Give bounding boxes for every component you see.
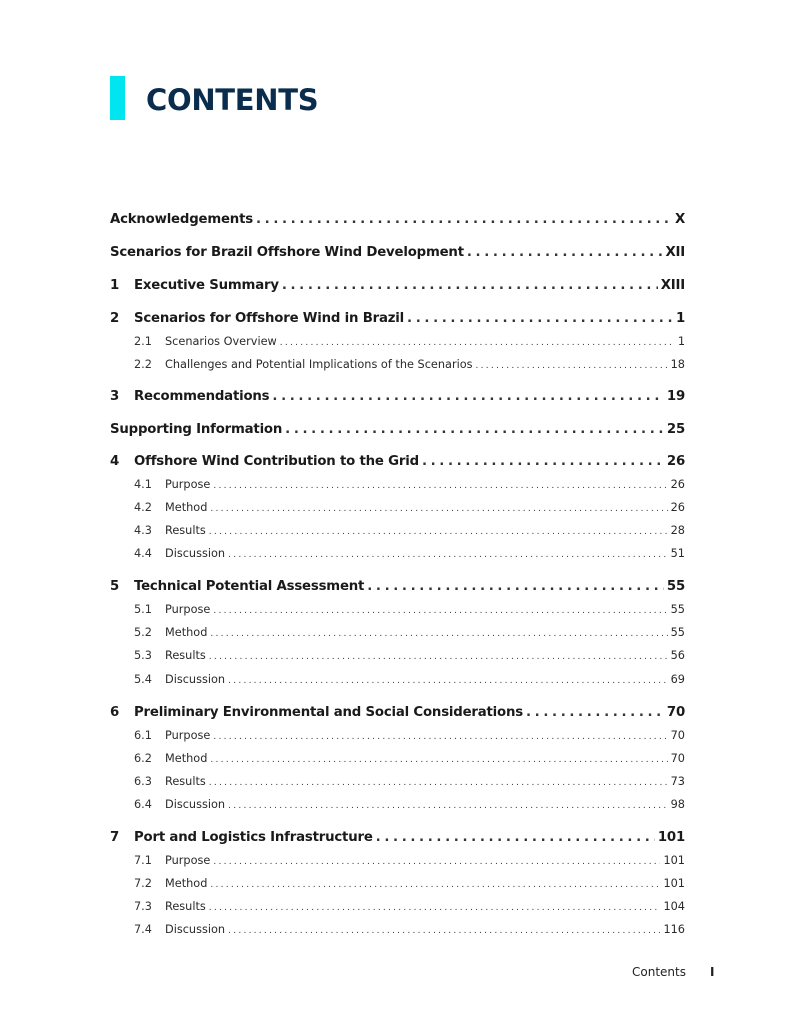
- toc-entry-6-2[interactable]: [110, 752, 685, 765]
- toc-label: Results: [165, 649, 206, 662]
- toc-label: Offshore Wind Contribution to the Grid: [134, 454, 419, 469]
- toc-page: 101: [663, 877, 685, 890]
- toc-leader: [209, 900, 661, 913]
- toc-page: 26: [666, 454, 685, 469]
- toc-leader: [256, 212, 672, 227]
- toc-label: Discussion: [165, 547, 226, 560]
- toc-leader: [407, 311, 673, 326]
- toc-entry-7-4[interactable]: [110, 923, 685, 936]
- toc-number: 5.1: [134, 603, 152, 616]
- footer-page-number: I: [710, 965, 715, 979]
- toc-leader: [210, 626, 667, 639]
- toc-entry-5-1[interactable]: [110, 603, 685, 616]
- toc-page: 26: [670, 478, 685, 491]
- toc-leader: [367, 579, 664, 594]
- toc-label: Port and Logistics Infrastructure: [134, 830, 373, 845]
- toc-entry-3[interactable]: [110, 389, 685, 404]
- toc-number: 4: [110, 454, 120, 469]
- toc-label: Discussion: [165, 798, 226, 811]
- toc-leader: [285, 422, 664, 437]
- toc-entry-2-2[interactable]: [110, 358, 685, 371]
- toc-entry-5-3[interactable]: [110, 649, 685, 662]
- toc-number: 7.1: [134, 854, 152, 867]
- toc-number: 4.3: [134, 524, 152, 537]
- toc-page: 1: [677, 335, 685, 348]
- toc-page: 56: [670, 649, 685, 662]
- toc-label: Results: [165, 524, 206, 537]
- toc-entry-4-4[interactable]: [110, 547, 685, 560]
- toc-number: 7.4: [134, 923, 152, 936]
- toc-page: XIII: [660, 278, 685, 293]
- toc-label: Purpose: [165, 729, 211, 742]
- toc-number: 6: [110, 705, 120, 720]
- toc-leader: [210, 501, 667, 514]
- toc-entry-2[interactable]: [110, 311, 685, 326]
- toc-leader: [280, 335, 675, 348]
- toc-leader: [228, 673, 668, 686]
- toc-page: 25: [666, 422, 685, 437]
- toc-label: Purpose: [165, 854, 211, 867]
- page-title: CONTENTS: [146, 83, 319, 117]
- toc-page: 28: [670, 524, 685, 537]
- toc-leader: [209, 775, 668, 788]
- toc-entry-4-1[interactable]: [110, 478, 685, 491]
- toc-number: 4.4: [134, 547, 152, 560]
- toc-entry-7-1[interactable]: [110, 854, 685, 867]
- toc-number: 5.4: [134, 673, 152, 686]
- toc-leader: [209, 524, 668, 537]
- toc-entry-7-3[interactable]: [110, 900, 685, 913]
- toc-page: 70: [670, 752, 685, 765]
- toc-entry-5-4[interactable]: [110, 673, 685, 686]
- toc-label: Scenarios Overview: [165, 335, 277, 348]
- toc-page: 55: [666, 579, 685, 594]
- toc-label: Recommendations: [134, 389, 270, 404]
- toc-page: 104: [663, 900, 685, 913]
- toc-page: 70: [666, 705, 685, 720]
- toc-label: Method: [165, 877, 208, 890]
- toc-entry-6[interactable]: [110, 705, 685, 720]
- toc-page: 51: [670, 547, 685, 560]
- toc-label: Technical Potential Assessment: [134, 579, 365, 594]
- toc-page: X: [674, 212, 685, 227]
- toc-label: Challenges and Potential Implications of the Scenarios: [165, 358, 473, 371]
- toc-leader: [526, 705, 664, 720]
- toc-page: 101: [663, 854, 685, 867]
- toc-number: 4.1: [134, 478, 152, 491]
- toc-leader: [213, 854, 660, 867]
- toc-label: Method: [165, 501, 208, 514]
- toc-entry-scenarios[interactable]: [110, 245, 685, 260]
- toc-entry-7-2[interactable]: [110, 877, 685, 890]
- toc-entry-6-3[interactable]: [110, 775, 685, 788]
- toc-number: 2.2: [134, 358, 152, 371]
- toc-label: Discussion: [165, 923, 226, 936]
- toc-label: Results: [165, 775, 206, 788]
- toc-number: 5.2: [134, 626, 152, 639]
- toc-page: XII: [665, 245, 685, 260]
- toc-page: 18: [670, 358, 685, 371]
- toc-number: 6.3: [134, 775, 152, 788]
- toc-leader: [272, 389, 664, 404]
- toc-leader: [282, 278, 658, 293]
- toc-number: 7.3: [134, 900, 152, 913]
- toc-page: 69: [670, 673, 685, 686]
- toc-number: 7: [110, 830, 120, 845]
- toc-number: 2.1: [134, 335, 152, 348]
- toc-leader: [228, 923, 660, 936]
- toc-entry-2-1[interactable]: [110, 335, 685, 348]
- toc-entry-4-2[interactable]: [110, 501, 685, 514]
- toc-number: 5: [110, 579, 120, 594]
- toc-leader: [476, 358, 668, 371]
- toc-number: 6.2: [134, 752, 152, 765]
- toc-label: Scenarios for Brazil Offshore Wind Development: [110, 245, 464, 260]
- toc-leader: [228, 798, 668, 811]
- toc-number: 3: [110, 389, 120, 404]
- toc-page: 116: [663, 923, 685, 936]
- toc-entry-supporting-information[interactable]: [110, 422, 685, 437]
- toc-label: Purpose: [165, 478, 211, 491]
- toc-label: Method: [165, 752, 208, 765]
- toc-entry-6-4[interactable]: [110, 798, 685, 811]
- toc-leader: [228, 547, 668, 560]
- toc-label: Scenarios for Offshore Wind in Brazil: [134, 311, 405, 326]
- toc-entry-acknowledgements[interactable]: [110, 212, 685, 227]
- toc-page: 98: [670, 798, 685, 811]
- toc-entry-5-2[interactable]: [110, 626, 685, 639]
- toc-entry-1[interactable]: [110, 278, 685, 293]
- toc-page: 70: [670, 729, 685, 742]
- toc-number: 1: [110, 278, 120, 293]
- toc-leader: [213, 729, 667, 742]
- toc-entry-4-3[interactable]: [110, 524, 685, 537]
- toc-number: 4.2: [134, 501, 152, 514]
- toc-page: 26: [670, 501, 685, 514]
- title-accent-bar: [110, 76, 125, 120]
- toc-number: 6.1: [134, 729, 152, 742]
- toc-number: 6.4: [134, 798, 152, 811]
- toc-number: 5.3: [134, 649, 152, 662]
- toc-leader: [213, 478, 667, 491]
- toc-leader: [209, 649, 668, 662]
- toc-number: 2: [110, 311, 120, 326]
- toc-page: 1: [675, 311, 685, 326]
- toc-page: 73: [670, 775, 685, 788]
- toc-label: Purpose: [165, 603, 211, 616]
- toc-entry-4[interactable]: [110, 454, 685, 469]
- toc-label: Supporting Information: [110, 422, 283, 437]
- toc-label: Results: [165, 900, 206, 913]
- toc-leader: [210, 752, 667, 765]
- toc-entry-5[interactable]: [110, 579, 685, 594]
- toc-page: 55: [670, 626, 685, 639]
- toc-leader: [213, 603, 667, 616]
- toc-page: 101: [657, 830, 685, 845]
- toc-leader: [467, 245, 663, 260]
- toc-label: Acknowledgements: [110, 212, 253, 227]
- toc-label: Executive Summary: [134, 278, 279, 293]
- toc-label: Discussion: [165, 673, 226, 686]
- toc-entry-6-1[interactable]: [110, 729, 685, 742]
- toc-label: Preliminary Environmental and Social Considerations: [134, 705, 523, 720]
- toc-leader: [422, 454, 664, 469]
- toc-leader: [210, 877, 660, 890]
- footer-section-label: Contents: [632, 965, 686, 979]
- toc-number: 7.2: [134, 877, 152, 890]
- toc-leader: [376, 830, 655, 845]
- toc-page: 55: [670, 603, 685, 616]
- toc-entry-7[interactable]: [110, 830, 685, 845]
- toc-page: 19: [666, 389, 685, 404]
- toc-label: Method: [165, 626, 208, 639]
